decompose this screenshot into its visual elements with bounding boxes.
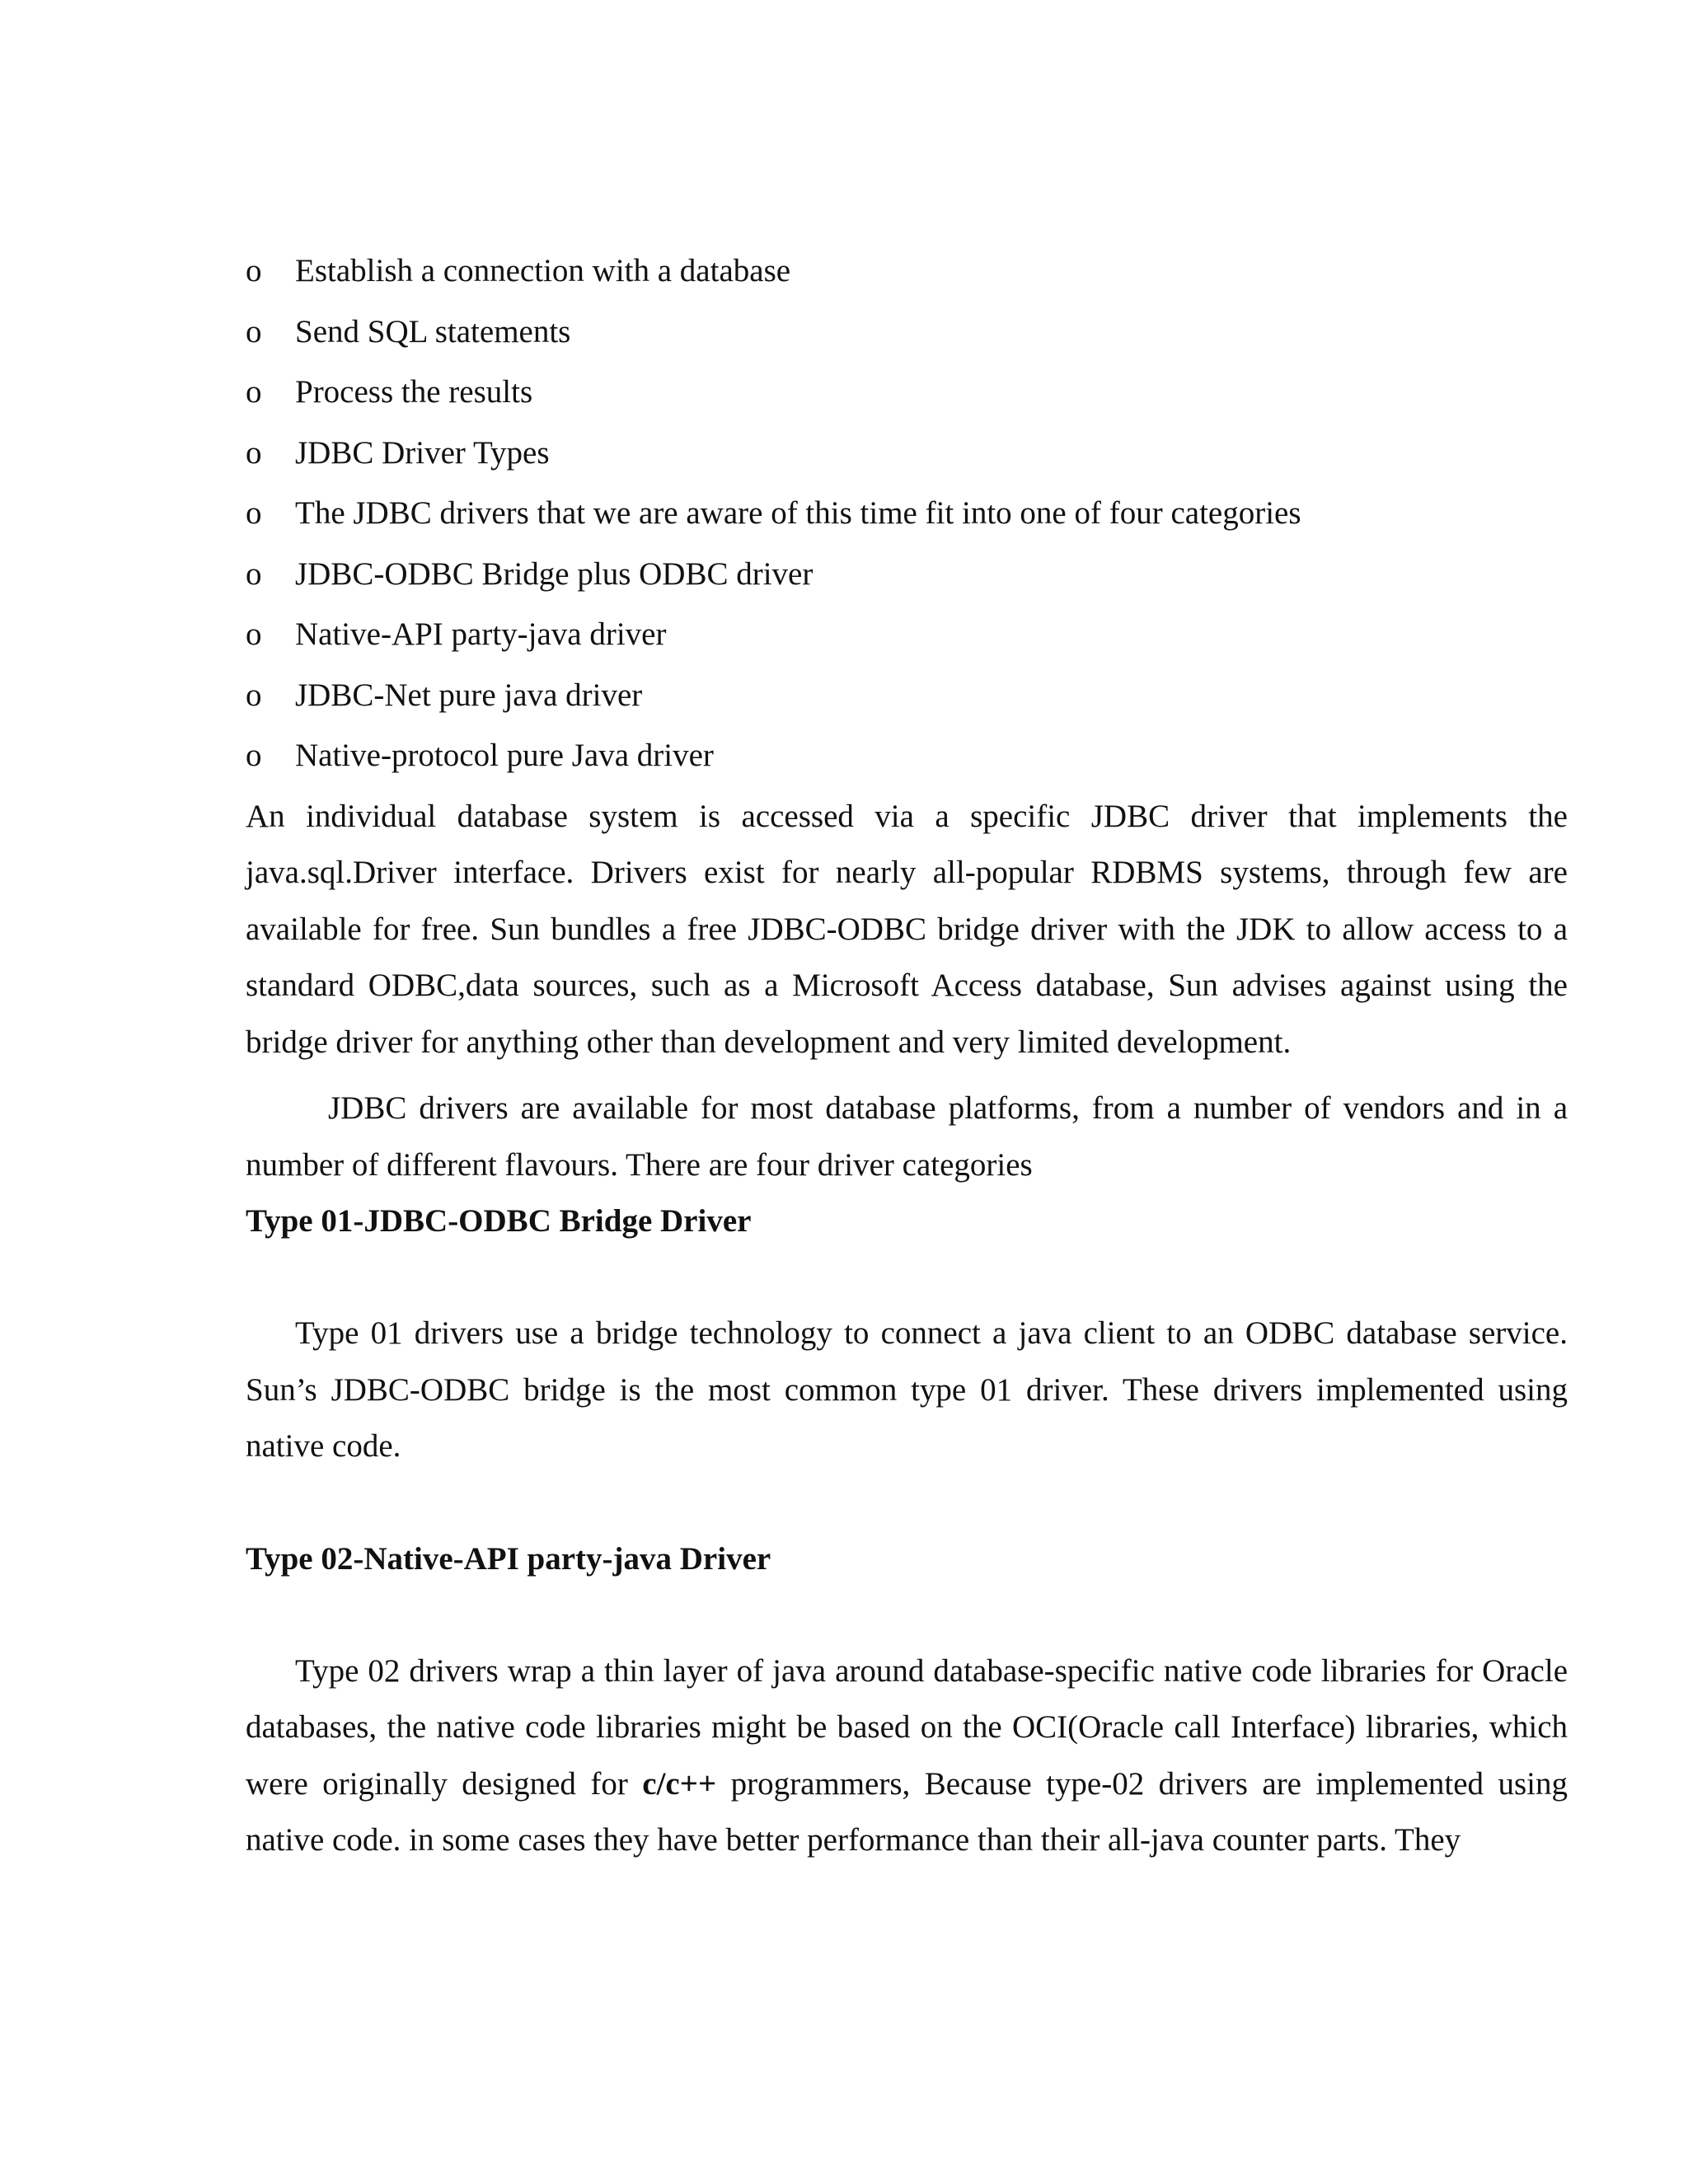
body-paragraph: An individual database system is accessed via a specific JDBC driver that implements the java.sql.Driver interface. Drivers exist for nearly all-popular RDBMS systems, through few are available for free. Sun bundles a free JDBC-ODBC bridge driver with the JDK to allow access to a standard ODBC,data sources, such as a Microsoft Access database, Sun advises against using the bridge driver for anything other than development and very limited development. xyxy=(246,798,1568,1060)
list-item-text: Establish a connection with a database xyxy=(295,253,791,288)
section-heading: Type 01-JDBC-ODBC Bridge Driver xyxy=(246,1203,752,1239)
bullet-icon: o xyxy=(246,434,262,471)
bullet-icon: o xyxy=(246,616,262,652)
paragraph-text: programmers, Because type-02 drivers are implemented using native code. in some cases they have better performance than their all-java counter parts. They xyxy=(246,1765,1568,1858)
list-item-text: Process the results xyxy=(295,374,533,410)
list-item xyxy=(246,734,1568,795)
body-paragraph: Type 01 drivers use a bridge technology to connect a java client to an ODBC database service. Sun’s JDBC-ODBC bridge is the most common type 01 driver. These drivers implemented using native code. xyxy=(246,1315,1568,1464)
section-heading: Type 02-Native-API party-java Driver xyxy=(246,1540,771,1577)
list-item-text: The JDBC drivers that we are aware of this time fit into one of four categories xyxy=(295,495,1301,531)
bullet-icon: o xyxy=(246,738,262,773)
spacer xyxy=(246,1587,1568,1643)
list-item xyxy=(246,432,1568,493)
bold-term: c/c++ xyxy=(642,1765,717,1802)
list-item-text: Native-API party-java driver xyxy=(295,616,667,652)
bullet-icon: o xyxy=(246,374,262,410)
list-item-text: JDBC-ODBC Bridge plus ODBC driver xyxy=(295,555,814,592)
list-item-text: Send SQL statements xyxy=(295,313,571,349)
list-item xyxy=(246,250,1568,311)
paragraph-text: Type 02 drivers wrap a thin layer of java around database-specific native code libraries for Oracle databases, the native code libraries might be based on the OCI(Oracle call Interface) libraries, which were originally designed for xyxy=(246,1652,1568,1802)
list-item xyxy=(246,674,1568,735)
body-paragraph xyxy=(246,1643,1568,1869)
list-item xyxy=(246,553,1568,614)
list-item-text: JDBC-Net pure java driver xyxy=(295,677,643,713)
bullet-icon: o xyxy=(246,313,262,349)
bullet-icon: o xyxy=(246,555,262,592)
bullet-icon: o xyxy=(246,677,262,713)
bullet-icon: o xyxy=(246,495,262,531)
document-content xyxy=(246,250,1568,1869)
body-paragraph: JDBC drivers are available for most database platforms, from a number of vendors and in a number of different flavours. There are four driver categories xyxy=(246,1090,1568,1183)
bullet-icon: o xyxy=(246,253,262,288)
list-item xyxy=(246,492,1568,553)
list-item xyxy=(246,613,1568,674)
bullet-list xyxy=(246,250,1568,795)
list-item xyxy=(246,371,1568,432)
list-item-text: JDBC Driver Types xyxy=(295,434,550,471)
list-item-text: Native-protocol pure Java driver xyxy=(295,738,714,773)
spacer xyxy=(246,1475,1568,1531)
list-item xyxy=(246,311,1568,372)
spacer xyxy=(246,1249,1568,1305)
